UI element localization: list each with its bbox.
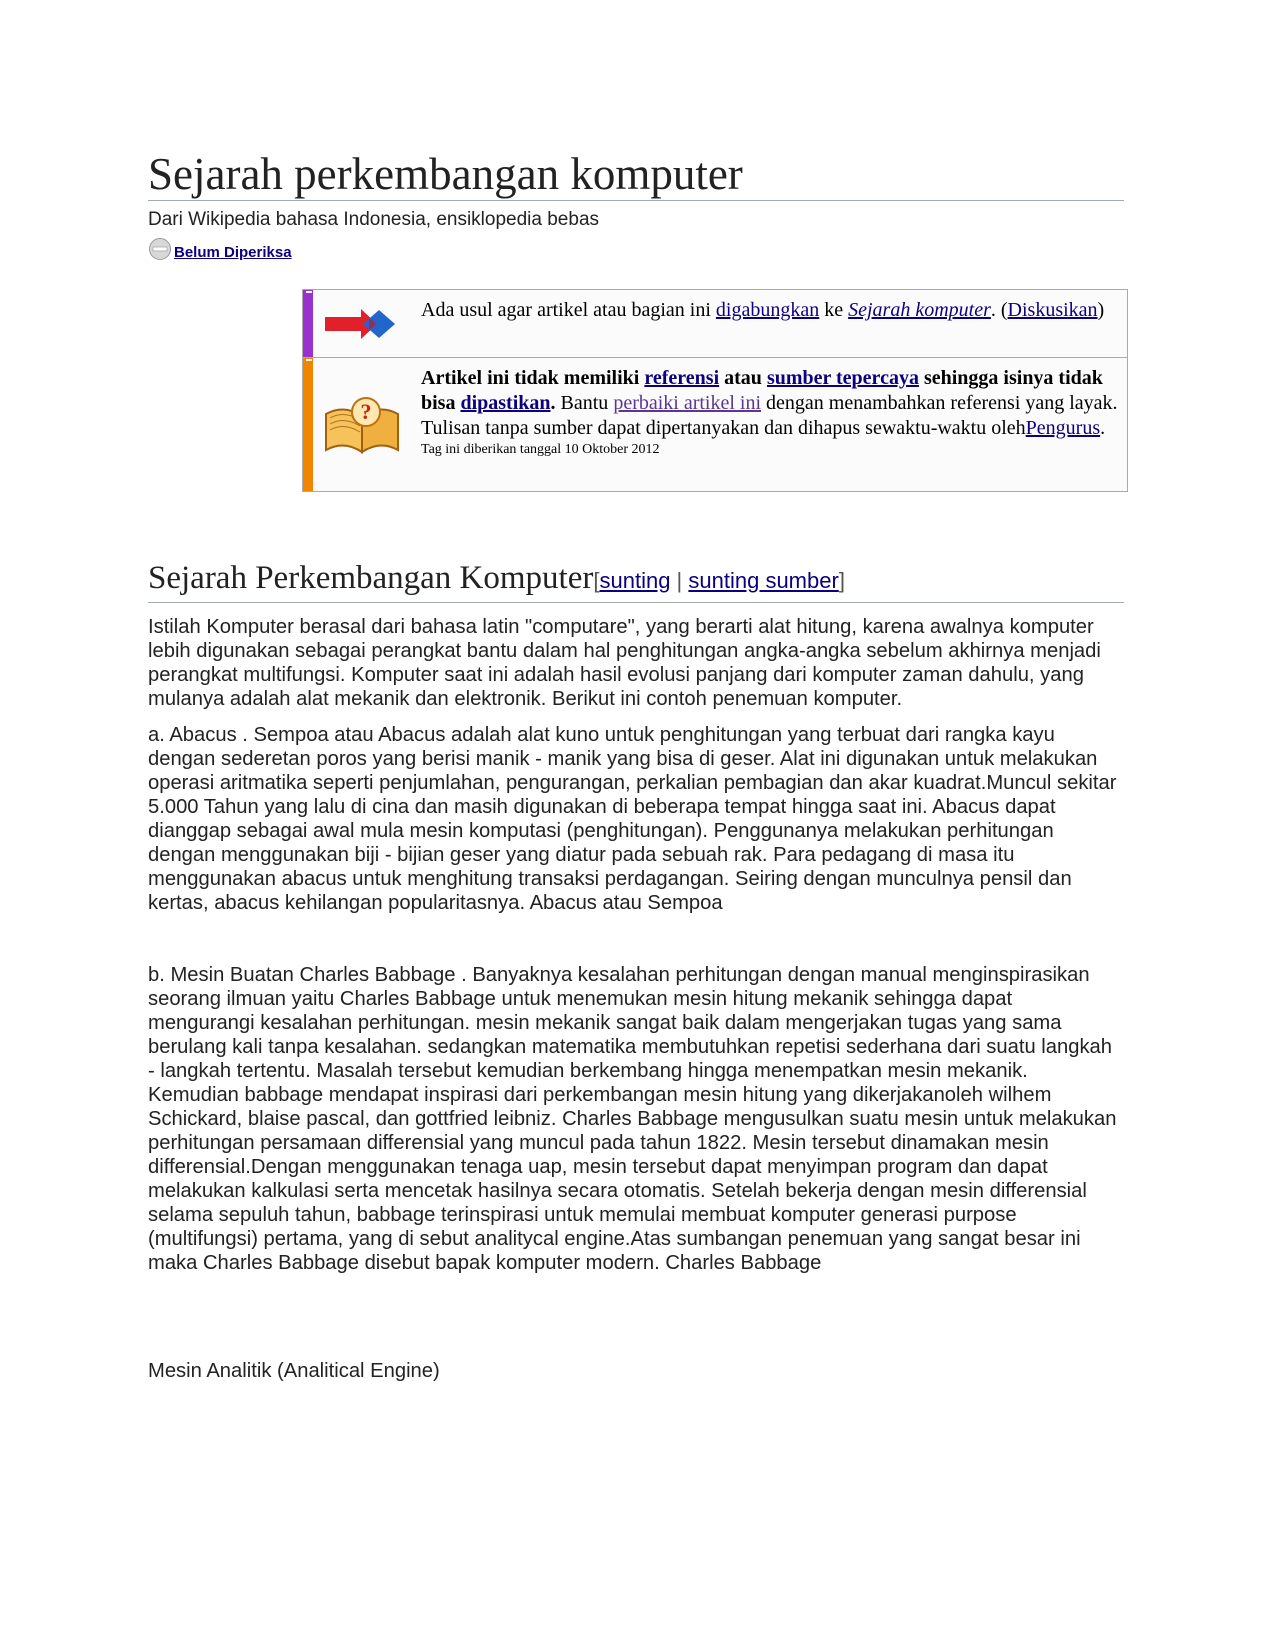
review-status [148,237,1124,261]
section-heading [148,557,1124,603]
merge-notice [302,289,1128,358]
page-title: Sejarah perkembangan komputer [148,148,1124,201]
svg-text:?: ? [360,398,372,424]
abacus-paragraph: a. Abacus . Sempoa atau Abacus adalah alat kuno untuk penghitungan yang terbuat dari rangka kayu dengan sederetan poros yang berisi manik - manik yang bisa di geser. Alat ini digunakan untuk melakukan operasi aritmatika seperti penjumlahan, pengurangan, perkalian pembagian dan akar kuadrat.Muncul sekitar 5.000 Tahun yang lalu di cina dan masih digunakan di beberapa tempat hingga saat ini. Abacus dapat dianggap sebagai awal mula mesin komputasi (penghitungan). Penggunanya melakukan perhitungan dengan menggunakan biji - bijian geser yang diatur pada sebuah rak. Para pedagang di masa itu menggunakan abacus untuk menghitung transaksi perdagangan. Seiring dengan munculnya pensil dan kertas, abacus kehilangan popularitasnya. Abacus atau Sempoa [148,724,1117,914]
merge-link[interactable]: digabungkan [715,299,820,321]
edit-link[interactable]: sunting [599,568,671,593]
section-title: Sejarah Perkembangan Komputer [148,560,594,596]
refs-bold-text: . [550,392,556,414]
references-link[interactable]: referensi [644,367,720,389]
analytical-engine-paragraph: Mesin Analitik (Analitical Engine) [148,1360,440,1382]
review-status-link[interactable]: Belum Diperiksa [174,244,292,261]
reliable-sources-link[interactable]: sumber tepercaya [766,367,919,389]
merge-text: ke [819,299,849,321]
merge-notice-text [411,290,1112,357]
bracket-open: [ [593,568,600,593]
verifiability-link[interactable]: dipastikan [460,392,551,414]
refs-bold-text: sehingga isinya tidak bisa [421,367,1103,414]
improve-article-link[interactable]: perbaiki artikel ini [613,392,762,414]
discuss-link[interactable]: Diskusikan [1007,299,1098,321]
article [148,148,1124,1383]
refs-bold-text: atau [719,367,767,389]
refs-text: Bantu [555,392,614,414]
babbage-paragraph: b. Mesin Buatan Charles Babbage . Banyaknya kesalahan perhitungan dengan manual menginspirasikan seorang ilmuan yaitu Charles Babbage untuk menemukan mesin hitung mekanik sehingga dapat mengurangi kesalahan perhitungan. mesin mekanik sangat baik dalam mengerjakan tugas yang sama berulang kali tanpa kesalahan. sedangkan matematika membutuhkan repetisi sederhana dari suatu langkah - langkah tertentu. Masalah tersebut kemudian berkembang hingga menempatkan mesin mekanik. Kemudian babbage mendapat inspirasi dari perkembangan mesin hitung yang dikerjakanoleh wilhem Schickard, blaise pascal, dan gottfried leibniz. Charles Babbage mengusulkan suatu mesin untuk melakukan perhitungan persamaan differensial yang muncul pada tahun 1822. Mesin tersebut dinamakan mesin differensial.Dengan menggunakan tenaga uap, mesin tersebut dapat menyimpan program dan dapat melakukan kalkulasi serta mencetak hasilnya secara otomatis. Setelah bekerja dengan mesin differensial selama sepuluh tahun, babbage terinspirasi untuk memulai membuat komputer generasi purpose (multifungsi) pertama, yang di sebut analitycal engine.Atas sumbangan penemuan yang sangat besar ini maka Charles Babbage disebut bapak komputer modern. Charles Babbage [148,964,1117,1274]
administrators-link[interactable]: Pengurus [1025,417,1101,439]
site-subtitle: Dari Wikipedia bahasa Indonesia, ensiklopedia bebas [148,209,600,230]
edit-separator: | [670,568,689,593]
refs-notice-bar [303,358,313,491]
merge-text: . ( [990,299,1008,321]
refs-notice [302,357,1128,492]
refs-text: . [1100,417,1106,439]
tag-date-note: Tag ini diberikan tanggal 10 Oktober 2012 [421,442,660,457]
merge-notice-bar [303,290,313,357]
edit-section-links [593,568,845,593]
merge-text: Ada usul agar artikel atau bagian ini [421,299,716,321]
refs-notice-text [411,358,1127,491]
refs-bold-text: Artikel ini tidak memiliki [421,367,645,389]
merge-text: ) [1097,299,1105,321]
bracket-close: ] [838,568,845,593]
intro-paragraph: Istilah Komputer berasal dari bahasa latin "computare", yang berarti alat hitung, karena awalnya komputer lebih digunakan sebagai perangkat bantu dalam hal penghitungan angka-angka sebelum akhirnya menjadi perangkat multifungsi. Komputer saat ini adalah hasil evolusi panjang dari komputer zaman dahulu, yang mulanya adalah alat mekanik dan elektronik. Berikut ini contoh penemuan komputer. [148,616,1101,710]
unreviewed-icon [148,237,172,261]
edit-source-link[interactable]: sunting sumber [688,568,839,593]
book-question-icon [313,358,411,491]
refs-text: dengan menambahkan referensi yang layak. Tulisan tanpa sumber dapat dipertanyakan dan dihapus sewaktu-waktu oleh [421,392,1118,439]
target-article-link[interactable]: Sejarah komputer [848,299,991,321]
merge-arrow-icon [313,290,411,357]
